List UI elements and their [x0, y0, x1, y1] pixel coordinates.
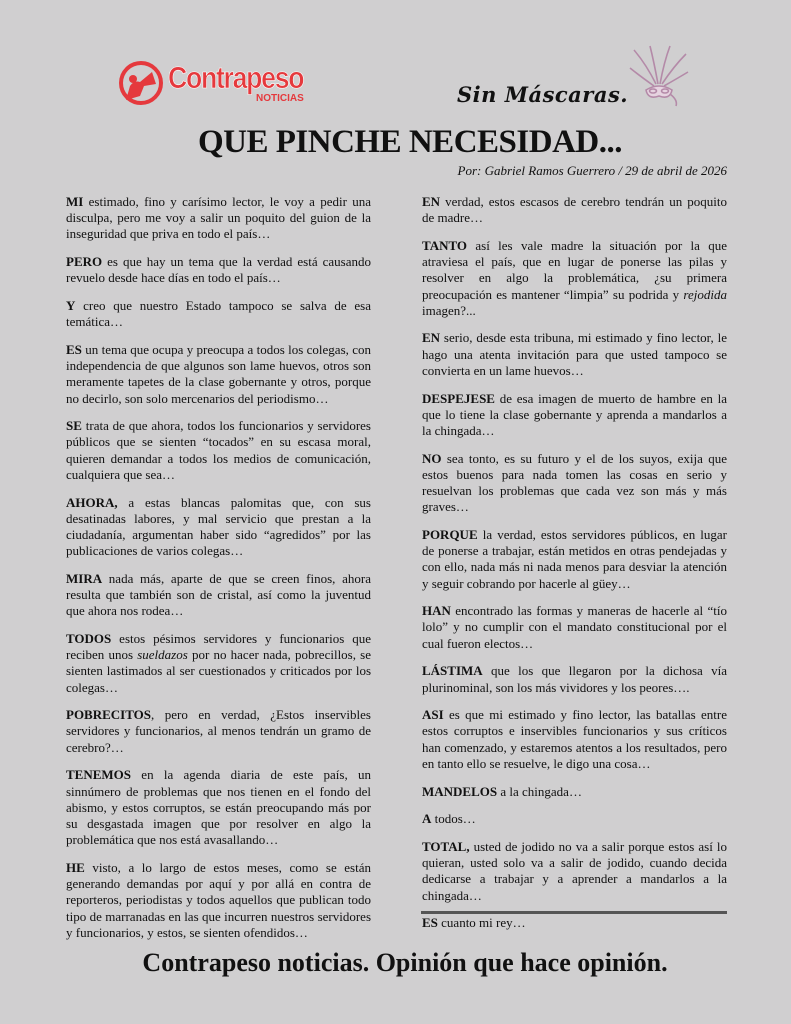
paragraph-text: serio, desde esta tribuna, mi estimado y fino lector, le hago una atenta invitación para que usted tampoco se convierta en un lame huevos…: [422, 330, 727, 378]
paragraph-lead: MANDELOS: [422, 783, 498, 799]
paragraph: [422, 194, 727, 226]
paragraph: [422, 391, 727, 440]
paragraph: [422, 811, 727, 827]
paragraph-lead: ES: [66, 341, 82, 357]
paragraph-lead: EN: [422, 330, 441, 346]
paragraph-text: la verdad, estos servidores públicos, en lugar de ponerse a trabajar, están metidos en otras pendejadas y con ello, nada más ni nada menos para desviar la atención y seguir cobrando por hacerle al güey…: [422, 526, 727, 591]
paragraph: [422, 707, 727, 772]
paragraph: [422, 663, 727, 695]
paragraph: [422, 603, 727, 652]
logo-subtext: NOTICIAS: [256, 93, 304, 104]
paragraph: [66, 254, 371, 286]
paragraph: [66, 194, 371, 243]
paragraph-lead: TANTO: [422, 237, 468, 253]
carnival-mask-icon: [626, 44, 692, 108]
byline: Por: Gabriel Ramos Guerrero / 29 de abril de 2026: [457, 163, 727, 178]
paragraph-text: encontrado las formas y maneras de hacerle al “tío lolo” y no cumplir con el mandato constitucional por el cual fueron electos…: [422, 603, 727, 651]
paragraph-lead: SE: [66, 418, 82, 434]
paragraph-text: estos pésimos servidores y funcionarios que reciben unos: [66, 630, 371, 663]
paragraph-text: en la agenda diaria de este país, un sinnúmero de problemas que nos tienen en el fondo del abismo, y estos corruptos, se están preocupando más por su desgastada imagen que por resolver en algo la problemática que nos está avasallando…: [66, 767, 371, 848]
paragraph: [66, 767, 371, 848]
paragraph-text: que los que llegaron por la dichosa vía plurinominal, son los más vividores y los peores….: [422, 663, 727, 695]
paragraph: [66, 571, 371, 620]
paragraph-lead: AHORA,: [66, 494, 118, 510]
paragraph-text: un tema que ocupa y preocupa a todos los colegas, con independencia de que algunos son lame huevos, otros son meramente tapetes de la clase gobernante y otros, porque no decirlo, son solo mercenarios del periodismo…: [66, 341, 371, 406]
paragraph: [66, 631, 371, 696]
paragraph-lead: MI: [66, 194, 84, 209]
megaphone-logo-icon: [118, 60, 164, 106]
paragraph-lead: A: [422, 811, 432, 827]
paragraph-lead: Y: [66, 298, 76, 314]
paragraph-text: , pero en verdad, ¿Estos inservibles servidores y funcionarios, al menos tendrán un gramo de cerebro?…: [66, 707, 371, 755]
paragraph-text: verdad, estos escasos de cerebro tendrán un poquito de madre…: [422, 194, 727, 226]
paragraph: [66, 298, 371, 330]
paragraph: [66, 707, 371, 756]
paragraph: [422, 784, 727, 800]
paragraph-text: todos…: [431, 811, 476, 827]
paragraph-text: estimado, fino y carísimo lector, le voy a pedir una disculpa, pero me voy a salir un poquito del guion de la inseguridad que priva en todo el país…: [66, 194, 371, 242]
paragraph: [422, 527, 727, 592]
paragraph: [422, 839, 727, 904]
paragraph-text: a la chingada…: [497, 783, 582, 799]
paragraph-text: cuanto mi rey…: [437, 915, 526, 931]
section-title: Sin Máscaras.: [457, 82, 629, 107]
paragraph-text: sea tonto, es su futuro y el de los suyos, exija que estos buenos para nada tomen las cosas en serio y resuelvan los problemas que cada vez son más y más graves…: [422, 450, 727, 515]
paragraph: [66, 495, 371, 560]
paragraph: [66, 418, 371, 483]
paragraph: [422, 915, 727, 931]
right-column: [422, 194, 727, 943]
emphasis-text: rejodida: [683, 286, 727, 302]
paragraph: [422, 238, 727, 319]
paragraph: [66, 860, 371, 941]
paragraph-lead: TENEMOS: [66, 767, 132, 783]
paragraph-text: trata de que ahora, todos los funcionarios y servidores públicos que se sienten “tocados” en su escasa moral, quieren demandar a todos los medios de comunicación, cualquiera que sea…: [66, 418, 371, 482]
paragraph-lead: EN: [422, 194, 441, 209]
article-title: QUE PINCHE NECESIDAD...: [198, 124, 622, 160]
paragraph-lead: HE: [66, 859, 85, 875]
paragraph-text: imagen?...: [422, 302, 476, 318]
paragraph-text: nada más, aparte de que se creen finos, ahora resulta que también son de cristal, así como la juventud que ahora nos rodea…: [66, 570, 371, 619]
paragraph: [422, 330, 727, 379]
left-column: [66, 194, 371, 952]
paragraph-lead: NO: [422, 450, 442, 466]
paragraph-text: usted de jodido no va a salir porque estos así lo quieran, usted solo va a salir de jodido, cuando decida dedicarse a trabajar y a aprender a mandarlos a la chingada…: [422, 839, 727, 903]
footer-slogan: Contrapeso noticias. Opinión que hace opinión.: [142, 948, 668, 977]
paragraph-lead: DESPEJESE: [422, 390, 495, 406]
paragraph-text: a estas blancas palomitas que, con sus desatinadas labores, y mal servicio que prestan a la ciudadanía, argumentan haber sido “agredidos” por las publicaciones de varios colegas…: [66, 494, 371, 559]
paragraph-lead: ASI: [422, 707, 444, 723]
paragraph-lead: POBRECITOS: [66, 707, 152, 723]
contrapeso-logo: [118, 58, 318, 110]
paragraph-lead: PORQUE: [422, 526, 478, 542]
logo-text: Contrapeso: [168, 60, 304, 95]
paragraph-lead: LÁSTIMA: [422, 663, 483, 679]
paragraph-text: por no hacer nada, pobrecillos, se sienten lastimados al ser cuestionados y criticados por los colegas…: [66, 647, 372, 695]
paragraph-text: visto, a lo largo de estos meses, como se están generando demandas por aquí y por allá en contra de reporteros, periodistas y todos aquellos que publican todo tipo de marranadas en las que incurren nuestros servidores y funcionarios, y estos, se sienten ofendidos…: [66, 859, 371, 940]
paragraph-text: es que hay un tema que la verdad está causando revuelo desde hace días en todo el país…: [66, 254, 371, 286]
paragraph: [422, 451, 727, 516]
column-end-divider: [421, 911, 727, 914]
paragraph-lead: MIRA: [66, 570, 103, 586]
paragraph-lead: TODOS: [66, 630, 112, 646]
paragraph-text: creo que nuestro Estado tampoco se salva de esa temática…: [66, 298, 371, 330]
paragraph: [66, 342, 371, 407]
paragraph-lead: PERO: [66, 254, 103, 270]
paragraph-text: de esa imagen de muerto de hambre en la que lo tiene la clase gobernante y aprenda a mandarlos a la chingada…: [422, 390, 727, 438]
paragraph-text: es que mi estimado y fino lector, las batallas entre estos corruptos e inservibles funcionarios y sus críticos han comenzado, y estaremos atentos a los resultados, pero en tanto ello se resuelve, le digo una cosa…: [422, 707, 727, 771]
emphasis-text: sueldazos: [137, 647, 188, 663]
paragraph-text: así les vale madre la situación por la que atraviesa el país, que en lugar de ponerse las pilas y resolver en algo la problemática, ¿su primera preocupación es mantener “limpia” su podrida y: [422, 237, 727, 302]
paragraph-lead: ES: [422, 915, 438, 931]
paragraph-lead: TOTAL,: [422, 839, 470, 854]
paragraph-lead: HAN: [422, 603, 451, 619]
